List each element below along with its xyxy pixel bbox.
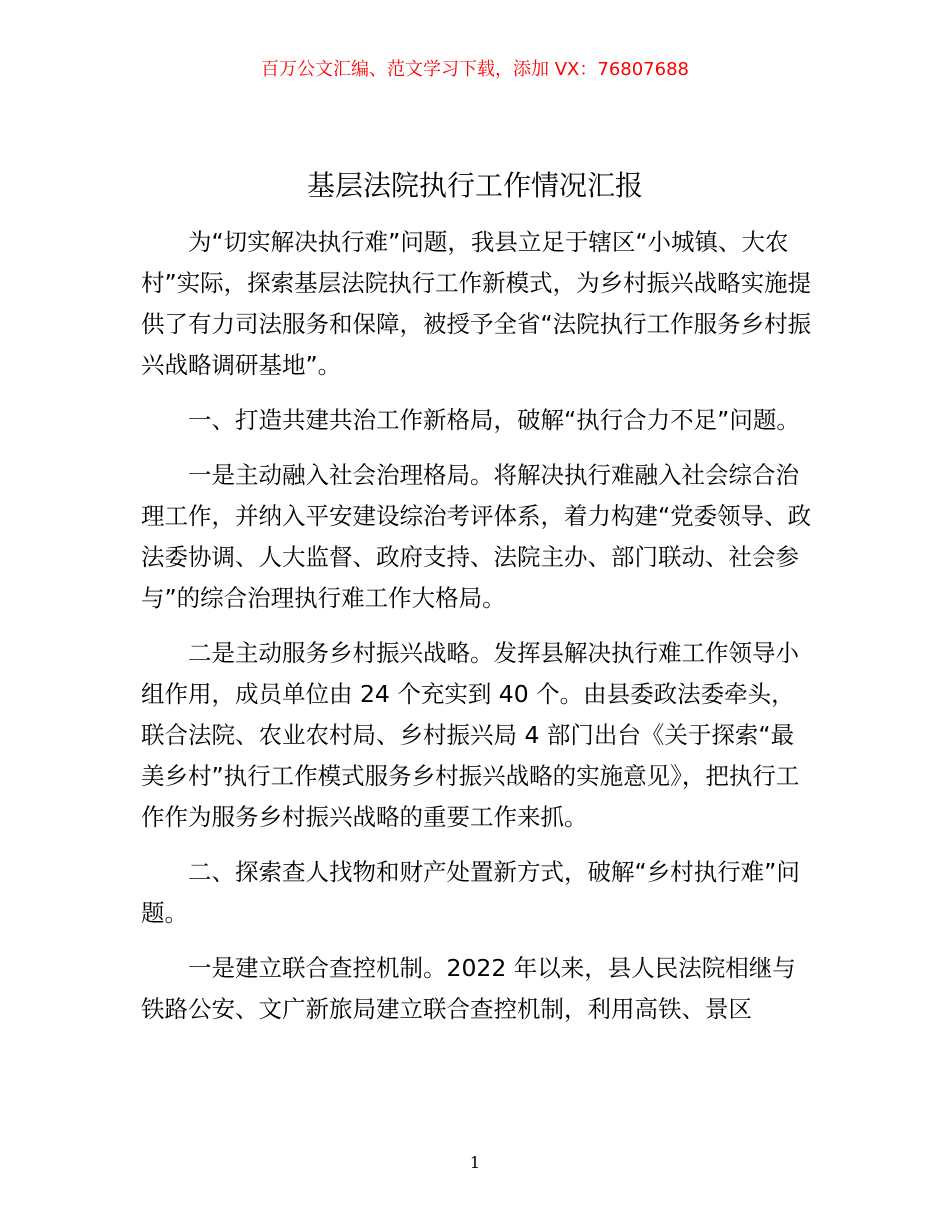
section-heading-2: 二、探索查人找物和财产处置新方式，破解“乡村执行难”问题。 [141,858,800,927]
section-heading-1: 一、打造共建共治工作新格局，破解“执行合力不足”问题。 [188,406,800,434]
paragraph-intro: 为“切实解决执行难”问题，我县立足于辖区“小城镇、大农村”实际，探索基层法院执行工作新模式，为乡村振兴战略实施提供了有力司法服务和保障，被授予全省“法院执行工作服务乡村振兴战略调研基地”。 [141,228,812,379]
page-number: 1 [469,1153,481,1172]
paragraph-point-1-2: 二是主动服务乡村振兴战略。发挥县解决执行难工作领导小组作用，成员单位由 24 个充实到 40 个。由县委政法委牵头，联合法院、农业农村局、乡村振兴局 4 部门出台《关于探索“最美乡村”执行工作模式服务乡村振兴战略的实施意见》，把执行工作作为服务乡村振兴战略的重要工作来抓。 [141,639,800,831]
document-title: 基层法院执行工作情况汇报 [306,169,643,202]
document-body [141,222,816,1044]
header-watermark-note: 百万公文汇编、范文学习下载，添加 VX：76807688 [261,59,689,80]
paragraph-point-2-1: 一是建立联合查控机制。2022 年以来，县人民法院相继与铁路公安、文广新旅局建立联合查控机制，利用高铁、景区 [141,954,796,1023]
paragraph-point-1-1: 一是主动融入社会治理格局。将解决执行难融入社会综合治理工作，并纳入平安建设综治考评体系，着力构建“党委领导、政法委协调、人大监督、政府支持、法院主办、部门联动、社会参与”的综合治理执行难工作大格局。 [141,461,812,612]
